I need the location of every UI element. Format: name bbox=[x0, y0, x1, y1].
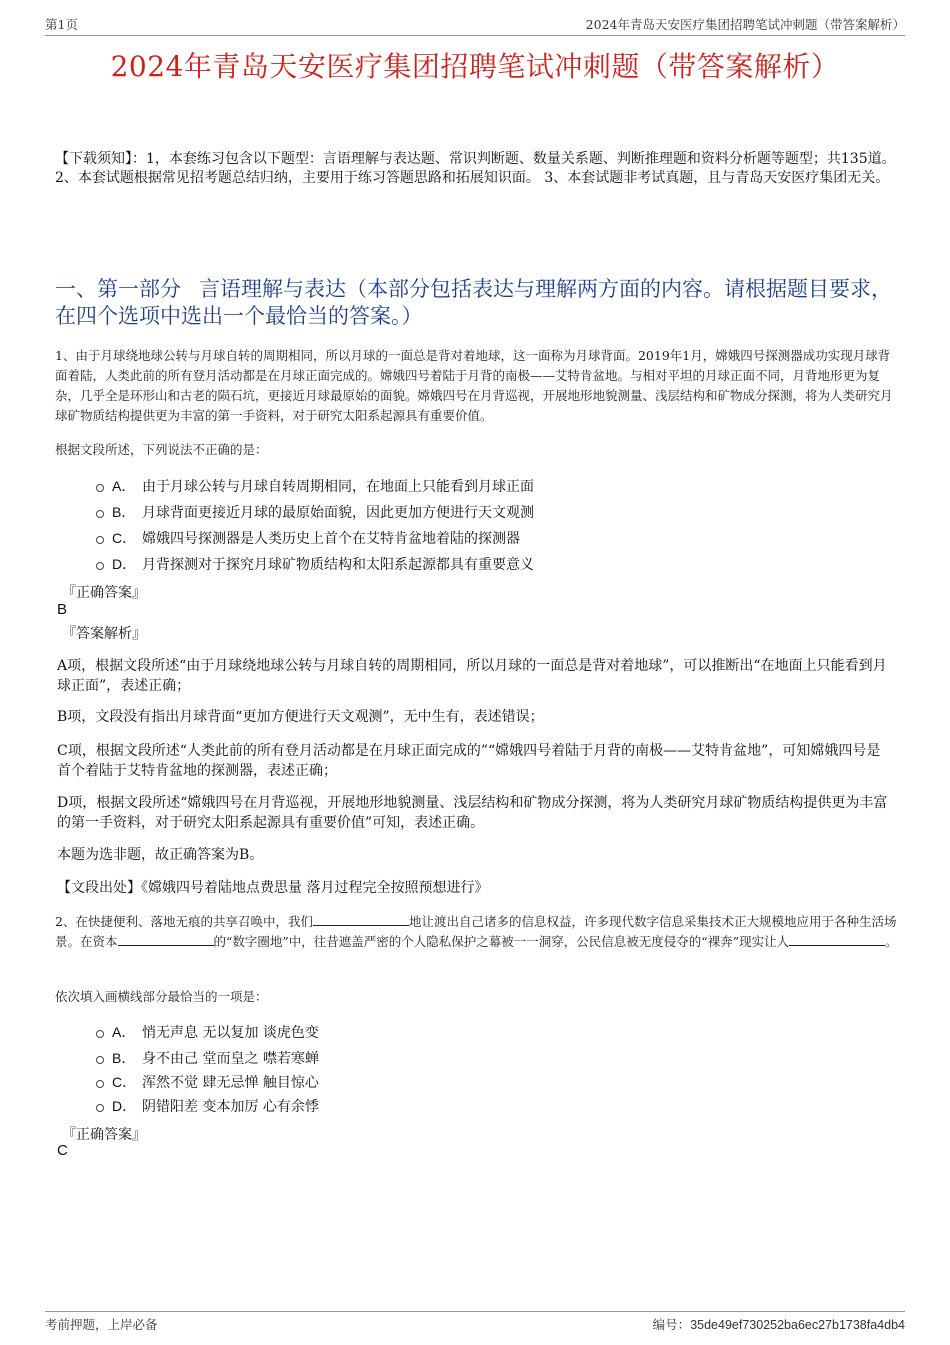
q1-prompt: 根据文段所述，下列说法不正确的是： bbox=[55, 442, 268, 457]
q1-answer-label: 『正确答案』 bbox=[62, 585, 146, 601]
option-key: A． bbox=[112, 1024, 136, 1040]
q2-stem: 2、在快捷便利、落地无痕的共享召唤中，我们 地让渡出自己诸多的信息权益，许多现代数字信息采集技术正大规模地应用于各种生活场景。在资本 的“数字圈地”中，往昔遮盖严密的个人隐私保护之幕被一一洞穿，公民信息被无度侵夺的“裸奔”现实让人 。 bbox=[55, 914, 898, 949]
footer-slogan: 考前押题，上岸必备 bbox=[45, 1317, 158, 1332]
radio-icon[interactable] bbox=[96, 1030, 104, 1038]
option-key: A． bbox=[112, 478, 136, 494]
radio-icon[interactable] bbox=[96, 562, 104, 570]
fill-blank-1[interactable] bbox=[313, 913, 409, 926]
q1-analysis-a: A项，根据文段所述“由于月球绕地球公转与月球自转的周期相同，所以月球的一面总是背对着地球”，可以推断出“在地面上只能看到月球正面”，表述正确； bbox=[57, 658, 887, 694]
option-key: B． bbox=[112, 1050, 136, 1066]
section-part: 一、第一部分 bbox=[55, 277, 181, 301]
option-key: C． bbox=[112, 1074, 137, 1090]
q1-analysis-conclusion: 本题为选非题，故正确答案为B。 bbox=[57, 847, 264, 863]
document-title: 2024年青岛天安医疗集团招聘笔试冲刺题（带答案解析） bbox=[110, 50, 840, 83]
q1-answer: B bbox=[57, 601, 68, 618]
page-header bbox=[45, 13, 905, 36]
option-text: 嫦娥四号探测器是人类历史上首个在艾特肯盆地着陆的探测器 bbox=[142, 531, 520, 547]
fill-blank-2[interactable] bbox=[118, 933, 214, 946]
q2-options bbox=[96, 1019, 896, 1119]
section-description: 言语理解与表达（本部分包括表达与理解两方面的内容。请根据题目要求，在四个选项中选出一个最恰当的答案。） bbox=[55, 277, 892, 328]
q1-analysis-b: B项，文段没有指出月球背面“更加方便进行天文观测”，无中生有，表述错误； bbox=[57, 709, 544, 725]
q1-option-b[interactable] bbox=[96, 499, 896, 525]
radio-icon[interactable] bbox=[96, 536, 104, 544]
radio-icon[interactable] bbox=[96, 484, 104, 492]
q1-option-d[interactable] bbox=[96, 551, 896, 577]
option-key: D． bbox=[112, 1098, 137, 1114]
option-text: 浑然不觉 肆无忌惮 触目惊心 bbox=[142, 1075, 319, 1091]
footer-code: 编号：35de49ef730252ba6ec27b1738fa4db4 bbox=[652, 1317, 905, 1332]
radio-icon[interactable] bbox=[96, 1056, 104, 1064]
radio-icon[interactable] bbox=[96, 510, 104, 518]
q2-answer: C bbox=[57, 1142, 68, 1159]
q2-option-d[interactable] bbox=[96, 1093, 896, 1119]
q1-source: 【文段出处】《嫦娥四号着陆地点费思量 落月过程完全按照预想进行》 bbox=[57, 880, 489, 896]
header-doc-title: 2024年青岛天安医疗集团招聘笔试冲刺题（带答案解析） bbox=[585, 17, 905, 32]
q2-prompt: 依次填入画横线部分最恰当的一项是： bbox=[55, 989, 268, 1004]
radio-icon[interactable] bbox=[96, 1104, 104, 1112]
q1-analysis-label: 『答案解析』 bbox=[62, 626, 146, 642]
page-number: 第1页 bbox=[45, 17, 78, 32]
download-notice: 【下载须知】：1，本套练习包含以下题型：言语理解与表达题、常识判断题、数量关系题、判断推理题和资料分析题等题型；共135道。 2、本套试题根据常见招考题总结归纳，主要用于练习答题思路和拓展知识面。 3、本套试题非考试真题，且与青岛天安医疗集团无关。 bbox=[55, 151, 896, 186]
fill-blank-3[interactable] bbox=[789, 933, 885, 946]
option-text: 月背探测对于探究月球矿物质结构和太阳系起源都具有重要意义 bbox=[142, 557, 534, 573]
option-key: C． bbox=[112, 530, 137, 546]
document-code: 35de49ef730252ba6ec27b1738fa4db4 bbox=[690, 1318, 905, 1332]
option-text: 悄无声息 无以复加 谈虎色变 bbox=[142, 1025, 319, 1041]
option-key: B． bbox=[112, 504, 136, 520]
q2-answer-label: 『正确答案』 bbox=[62, 1127, 146, 1143]
option-text: 身不由己 堂而皇之 噤若寒蝉 bbox=[142, 1051, 319, 1067]
section-heading bbox=[55, 276, 900, 330]
option-text: 阴错阳差 变本加厉 心有余悸 bbox=[142, 1099, 319, 1115]
q1-analysis-d: D项，根据文段所述“嫦娥四号在月背巡视，开展地形地貌测量、浅层结构和矿物成分探测，将为人类研究月球矿物质结构提供更为丰富的第一手资料，对于研究太阳系起源具有重要价值”可知，表述正确。 bbox=[57, 795, 888, 831]
option-text: 由于月球公转与月球自转周期相同，在地面上只能看到月球正面 bbox=[142, 479, 534, 495]
radio-icon[interactable] bbox=[96, 1080, 104, 1088]
q1-stem: 1、由于月球绕地球公转与月球自转的周期相同，所以月球的一面总是背对着地球，这一面称为月球背面。2019年1月，嫦娥四号探测器成功实现月球背面着陆，人类此前的所有登月活动都是在月球正面完成的。嫦娥四号着陆于月背的南极——艾特肯盆地。与相对平坦的月球正面不同，月背地形更为复杂，几乎全是环形山和古老的陨石坑，更接近月球最原始的面貌。嫦娥四号在月背巡视，开展地形地貌测量、浅层结构和矿物成分探测，将为人类研究月球矿物质结构提供更为丰富的第一手资料，对于研究太阳系起源具有重要价值。 bbox=[55, 348, 893, 423]
q1-options bbox=[96, 473, 896, 577]
q1-option-a[interactable] bbox=[96, 473, 896, 499]
q2-option-c[interactable] bbox=[96, 1071, 896, 1093]
q2-option-a[interactable] bbox=[96, 1019, 896, 1045]
q2-option-b[interactable] bbox=[96, 1045, 896, 1071]
page-footer bbox=[45, 1311, 905, 1332]
option-key: D． bbox=[112, 556, 137, 572]
q1-analysis-c: C项，根据文段所述“人类此前的所有登月活动都是在月球正面完成的”“嫦娥四号着陆于月背的南极——艾特肯盆地”，可知嫦娥四号是首个着陆于艾特肯盆地的探测器，表述正确； bbox=[57, 743, 881, 779]
option-text: 月球背面更接近月球的最原始面貌，因此更加方便进行天文观测 bbox=[142, 505, 534, 521]
q1-option-c[interactable] bbox=[96, 525, 896, 551]
